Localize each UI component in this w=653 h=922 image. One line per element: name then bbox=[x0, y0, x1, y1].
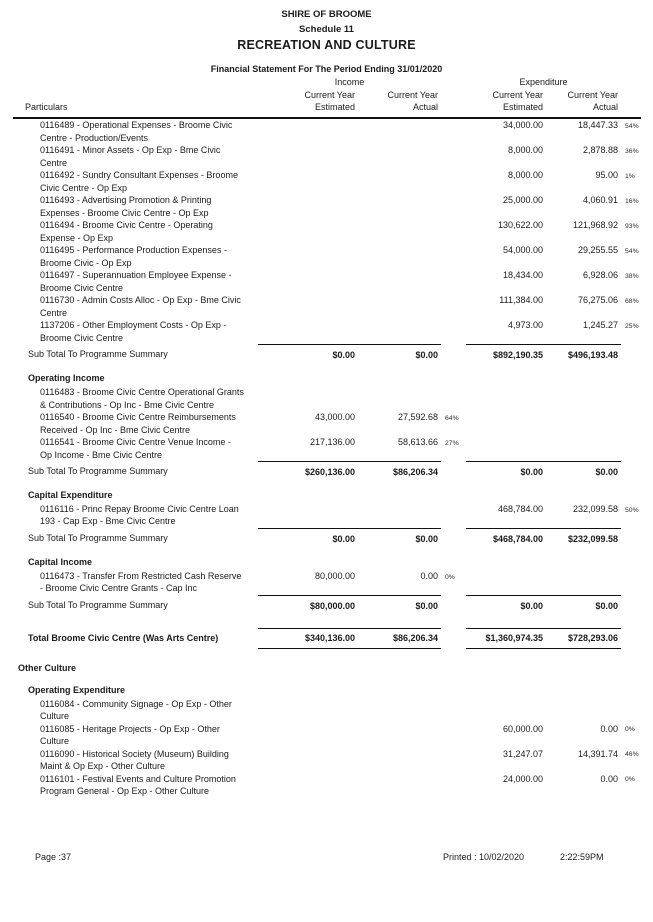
expenditure-estimated-value: 468,784.00 bbox=[497, 504, 544, 515]
expenditure-actual-value: 0.00 bbox=[600, 773, 619, 784]
income-estimated-value bbox=[258, 386, 358, 411]
income-percent-value bbox=[441, 595, 466, 614]
table-row-item bbox=[13, 144, 641, 169]
income-actual-value bbox=[358, 698, 441, 723]
income-estimated-value bbox=[258, 219, 358, 244]
account-label bbox=[13, 294, 258, 319]
column-header-row bbox=[13, 89, 641, 118]
table-row-item bbox=[13, 570, 641, 595]
expenditure-actual-value: 2,878.88 bbox=[582, 145, 619, 156]
expenditure-percent-value: 46% bbox=[625, 751, 639, 759]
table-row-item bbox=[13, 244, 641, 269]
income-percent-value bbox=[441, 723, 466, 748]
expenditure-estimated-value bbox=[466, 411, 546, 436]
income-actual-value bbox=[358, 219, 441, 244]
income-percent-value bbox=[441, 294, 466, 319]
printed-time: 2:22:59PM bbox=[560, 852, 604, 862]
expenditure-percent-value bbox=[621, 411, 641, 436]
expenditure-percent-value: 38% bbox=[625, 272, 639, 280]
account-label-text: 0116084 - Community Signage - Op Exp - Other Culture bbox=[40, 698, 232, 722]
table-row-spacer bbox=[13, 614, 641, 629]
table-row-item bbox=[13, 411, 641, 436]
income-percent-value bbox=[441, 773, 466, 798]
expenditure-actual-value bbox=[546, 411, 621, 436]
expenditure-actual-value: 6,928.06 bbox=[582, 270, 619, 281]
income-estimated-value bbox=[258, 698, 358, 723]
income-estimated-value bbox=[258, 319, 358, 344]
row-label: Total Broome Civic Centre (Was Arts Centre) bbox=[28, 632, 219, 643]
account-label bbox=[13, 118, 258, 144]
section-header-label: Operating Expenditure bbox=[28, 684, 126, 695]
table-row-item bbox=[13, 748, 641, 773]
section-header-label: Capital Income bbox=[28, 556, 93, 567]
income-estimated-header: Current Year Estimated bbox=[258, 89, 358, 118]
income-actual-value bbox=[358, 244, 441, 269]
income-actual-value bbox=[358, 269, 441, 294]
expenditure-estimated-value: 18,434.00 bbox=[502, 270, 544, 281]
income-estimated-value bbox=[258, 723, 358, 748]
account-label-text: 0116497 - Superannuation Employee Expense - Broome Civic Centre bbox=[40, 270, 232, 293]
expenditure-percent-value: 1% bbox=[625, 172, 635, 180]
income-estimated-value bbox=[258, 773, 358, 798]
income-estimated-value: 43,000.00 bbox=[314, 412, 355, 423]
expenditure-percent-value: 68% bbox=[625, 297, 639, 305]
expenditure-estimated-value: 24,000.00 bbox=[502, 773, 544, 784]
table-row-item bbox=[13, 319, 641, 344]
account-label-text: 0116492 - Sundry Consultant Expenses - Broome Civic Centre - Op Exp bbox=[40, 170, 238, 193]
account-label-text: 0116473 - Transfer From Restricted Cash Reserve - Broome Civic Centre Grants - Cap Inc bbox=[40, 571, 242, 594]
account-label bbox=[13, 698, 258, 723]
account-label bbox=[13, 436, 258, 461]
expenditure-estimated-value bbox=[466, 698, 546, 723]
income-actual-value: 27,592.68 bbox=[397, 412, 439, 423]
expenditure-actual-value: 29,255.55 bbox=[577, 245, 619, 256]
expenditure-percent-value bbox=[621, 698, 641, 723]
income-actual-value: $0.00 bbox=[358, 344, 441, 363]
report-title: RECREATION AND CULTURE bbox=[237, 38, 416, 53]
account-label-text: 0116494 - Broome Civic Centre - Operating Expense - Op Exp bbox=[40, 220, 213, 243]
income-estimated-value bbox=[258, 269, 358, 294]
expenditure-estimated-value bbox=[466, 436, 546, 461]
account-label-text: 0116483 - Broome Civic Centre Operational Grants & Contributions - Op Inc - Bme Civic Centre bbox=[40, 387, 244, 410]
financial-table bbox=[13, 76, 641, 798]
table-header bbox=[13, 76, 641, 119]
expenditure-percent-value bbox=[621, 629, 641, 648]
expenditure-estimated-value bbox=[466, 386, 546, 411]
table-row-item bbox=[13, 219, 641, 244]
section-header-label: Capital Expenditure bbox=[28, 490, 113, 501]
account-label-text: 0116730 - Admin Costs Alloc - Op Exp - Bme Civic Centre bbox=[40, 295, 241, 318]
expenditure-actual-value: 18,447.33 bbox=[577, 120, 619, 131]
group-header-row bbox=[13, 76, 641, 89]
income-actual-value: 58,613.66 bbox=[397, 437, 439, 448]
expenditure-actual-value: 4,060.91 bbox=[582, 195, 619, 206]
expenditure-estimated-value: 54,000.00 bbox=[502, 245, 544, 256]
income-estimated-value bbox=[258, 503, 358, 528]
account-label bbox=[13, 169, 258, 194]
expenditure-percent-value: 54% bbox=[625, 122, 639, 130]
income-percent-value bbox=[441, 344, 466, 363]
table-row-item bbox=[13, 436, 641, 461]
income-percent-value bbox=[441, 503, 466, 528]
income-actual-value bbox=[358, 386, 441, 411]
expenditure-estimated-value: 34,000.00 bbox=[502, 120, 544, 131]
expenditure-percent-value: 54% bbox=[625, 247, 639, 255]
expenditure-actual-value: $0.00 bbox=[546, 461, 621, 480]
spacer-cell bbox=[13, 614, 641, 629]
account-label-text: 0116541 - Broome Civic Centre Venue Income - Op Income - Bme Civic Centre bbox=[40, 437, 231, 460]
account-label-text: 0116085 - Heritage Projects - Op Exp - Other Culture bbox=[40, 723, 220, 747]
income-estimated-value bbox=[258, 169, 358, 194]
table-row-item bbox=[13, 698, 641, 723]
account-label-text: 0116493 - Advertising Promotion & Printing Expenses - Broome Civic Centre - Op Exp bbox=[40, 195, 212, 218]
expenditure-group-header: Expenditure bbox=[519, 76, 568, 87]
income-percent-value bbox=[441, 629, 466, 648]
expenditure-percent-value: 0% bbox=[625, 726, 635, 734]
income-group-header: Income bbox=[334, 76, 365, 87]
expenditure-actual-value: $728,293.06 bbox=[546, 629, 621, 648]
income-actual-value bbox=[358, 294, 441, 319]
expenditure-percent-value bbox=[621, 570, 641, 595]
income-actual-value bbox=[358, 118, 441, 144]
income-actual-value: 0.00 bbox=[420, 571, 439, 582]
income-actual-value: $0.00 bbox=[358, 528, 441, 547]
table-row-subtotal bbox=[13, 344, 641, 363]
program-header-label: Other Culture bbox=[18, 662, 77, 673]
expenditure-estimated-value: $0.00 bbox=[466, 595, 546, 614]
expenditure-actual-value: 232,099.58 bbox=[572, 504, 619, 515]
expenditure-actual-value bbox=[546, 386, 621, 411]
account-label bbox=[13, 503, 258, 528]
expenditure-percent-value bbox=[621, 386, 641, 411]
income-actual-value bbox=[358, 144, 441, 169]
table-row-section bbox=[13, 363, 641, 386]
account-label bbox=[13, 219, 258, 244]
income-actual-value bbox=[358, 503, 441, 528]
printed-date: Printed : 10/02/2020 bbox=[443, 852, 525, 862]
expenditure-estimated-header: Current Year Estimated bbox=[466, 89, 546, 118]
account-label-text: 0116116 - Princ Repay Broome Civic Centre Loan 193 - Cap Exp - Bme Civic Centre bbox=[40, 504, 239, 527]
income-actual-value: $86,206.34 bbox=[358, 629, 441, 648]
account-label bbox=[13, 319, 258, 344]
income-actual-value bbox=[358, 773, 441, 798]
expenditure-percent-value bbox=[621, 528, 641, 547]
income-actual-value bbox=[358, 723, 441, 748]
income-estimated-value: 217,136.00 bbox=[309, 437, 355, 448]
income-actual-value: $86,206.34 bbox=[358, 461, 441, 480]
expenditure-percent-value: 25% bbox=[625, 322, 639, 330]
account-label bbox=[13, 748, 258, 773]
row-label: Sub Total To Programme Summary bbox=[28, 533, 168, 544]
account-label-text: 0116495 - Performance Production Expenses - Broome Civic - Op Exp bbox=[40, 245, 227, 268]
income-estimated-value bbox=[258, 194, 358, 219]
expenditure-estimated-value: $468,784.00 bbox=[466, 528, 546, 547]
expenditure-actual-value: 76,275.06 bbox=[577, 295, 619, 306]
table-row-section bbox=[13, 547, 641, 570]
income-estimated-value bbox=[258, 118, 358, 144]
account-label-text: 0116090 - Historical Society (Museum) Building Maint & Op Exp - Other Culture bbox=[40, 748, 229, 772]
row-label: Sub Total To Programme Summary bbox=[28, 600, 168, 611]
account-label-text: 0116491 - Minor Assets - Op Exp - Bme Civic Centre bbox=[40, 145, 221, 168]
expenditure-actual-value bbox=[546, 436, 621, 461]
income-estimated-value: $260,136.00 bbox=[258, 461, 358, 480]
income-actual-value bbox=[358, 194, 441, 219]
account-label bbox=[13, 244, 258, 269]
section-header-label: Operating Income bbox=[28, 373, 105, 384]
income-percent-value bbox=[441, 386, 466, 411]
expenditure-estimated-value: 25,000.00 bbox=[502, 195, 544, 206]
table-row-section bbox=[13, 675, 641, 698]
table-body bbox=[13, 118, 641, 798]
income-percent-value bbox=[441, 194, 466, 219]
income-estimated-value: $0.00 bbox=[258, 344, 358, 363]
table-row-item bbox=[13, 773, 641, 798]
expenditure-estimated-value bbox=[466, 570, 546, 595]
schedule-label: Schedule 11 bbox=[299, 24, 354, 36]
expenditure-actual-value: $496,193.48 bbox=[546, 344, 621, 363]
table-row-subtotal bbox=[13, 595, 641, 614]
income-percent-value bbox=[441, 169, 466, 194]
expenditure-percent-value: 0% bbox=[625, 776, 635, 784]
account-label-text: 0116101 - Festival Events and Culture Promotion Program General - Op Exp - Other Culture bbox=[40, 773, 236, 797]
income-estimated-value: 80,000.00 bbox=[314, 571, 355, 582]
income-estimated-value bbox=[258, 748, 358, 773]
account-label bbox=[13, 386, 258, 411]
income-actual-value bbox=[358, 169, 441, 194]
expenditure-estimated-value: 111,384.00 bbox=[499, 295, 544, 306]
income-estimated-value: $340,136.00 bbox=[258, 629, 358, 648]
expenditure-estimated-value: $0.00 bbox=[466, 461, 546, 480]
expenditure-actual-value bbox=[546, 698, 621, 723]
expenditure-estimated-value: 60,000.00 bbox=[502, 723, 544, 734]
expenditure-estimated-value: 31,247.07 bbox=[502, 748, 544, 759]
account-label bbox=[13, 723, 258, 748]
expenditure-actual-value: $232,099.58 bbox=[546, 528, 621, 547]
income-estimated-value: $80,000.00 bbox=[258, 595, 358, 614]
account-label bbox=[13, 144, 258, 169]
income-percent-value bbox=[441, 748, 466, 773]
expenditure-percent-value bbox=[621, 595, 641, 614]
account-label bbox=[13, 194, 258, 219]
income-actual-value bbox=[358, 748, 441, 773]
account-label bbox=[13, 269, 258, 294]
table-row-item bbox=[13, 386, 641, 411]
report-subtitle: Financial Statement For The Period Ending 31/01/2020 bbox=[210, 63, 443, 74]
expenditure-percent-value: 16% bbox=[625, 197, 639, 205]
income-percent-value bbox=[441, 528, 466, 547]
income-percent-value bbox=[441, 269, 466, 294]
table-row-subtotal bbox=[13, 528, 641, 547]
account-label-text: 1137206 - Other Employment Costs - Op Exp - Broome Civic Centre bbox=[40, 320, 227, 343]
expenditure-actual-value: 0.00 bbox=[600, 723, 619, 734]
income-percent-value bbox=[441, 118, 466, 144]
income-percent-value: 27% bbox=[445, 439, 459, 447]
expenditure-percent-value bbox=[621, 344, 641, 363]
table-row-item bbox=[13, 194, 641, 219]
account-label-text: 0116540 - Broome Civic Centre Reimbursements Received - Op Inc - Bme Civic Centre bbox=[40, 412, 236, 435]
expenditure-estimated-value: $1,360,974.35 bbox=[466, 629, 546, 648]
expenditure-estimated-value: 130,622.00 bbox=[497, 220, 544, 231]
income-actual-header: Current Year Actual bbox=[358, 89, 441, 118]
expenditure-percent-value bbox=[621, 436, 641, 461]
expenditure-estimated-value: 8,000.00 bbox=[507, 145, 544, 156]
table-row-item bbox=[13, 503, 641, 528]
account-label bbox=[13, 411, 258, 436]
table-row-item bbox=[13, 269, 641, 294]
expenditure-percent-value bbox=[621, 461, 641, 480]
income-estimated-value bbox=[258, 244, 358, 269]
income-percent-value: 64% bbox=[445, 414, 459, 422]
account-label bbox=[13, 570, 258, 595]
expenditure-actual-value: 121,968.92 bbox=[572, 220, 619, 231]
income-percent-value bbox=[441, 244, 466, 269]
account-label-text: 0116489 - Operational Expenses - Broome Civic Centre - Production/Events bbox=[40, 120, 233, 143]
income-estimated-value: $0.00 bbox=[258, 528, 358, 547]
table-row-program bbox=[13, 648, 641, 675]
income-percent-value bbox=[441, 219, 466, 244]
expenditure-estimated-value: $892,190.35 bbox=[466, 344, 546, 363]
expenditure-estimated-value: 4,973.00 bbox=[507, 320, 544, 331]
row-label: Sub Total To Programme Summary bbox=[28, 349, 168, 360]
title-block bbox=[0, 0, 653, 75]
income-percent-value bbox=[441, 319, 466, 344]
income-percent-value: 0% bbox=[445, 573, 455, 581]
page-footer bbox=[0, 851, 653, 865]
income-percent-value bbox=[441, 461, 466, 480]
table-row-subtotal bbox=[13, 461, 641, 480]
row-label: Sub Total To Programme Summary bbox=[28, 466, 168, 477]
table-row-section bbox=[13, 480, 641, 503]
income-actual-value bbox=[358, 319, 441, 344]
income-estimated-value bbox=[258, 144, 358, 169]
table-row-item bbox=[13, 723, 641, 748]
expenditure-actual-value: 14,391.74 bbox=[577, 748, 619, 759]
expenditure-actual-value bbox=[546, 570, 621, 595]
income-estimated-value bbox=[258, 294, 358, 319]
expenditure-percent-value: 93% bbox=[625, 222, 639, 230]
table-row-total bbox=[13, 629, 641, 648]
expenditure-actual-value: $0.00 bbox=[546, 595, 621, 614]
table-row-item bbox=[13, 118, 641, 144]
expenditure-percent-value: 50% bbox=[625, 506, 639, 514]
expenditure-actual-value: 1,245.27 bbox=[582, 320, 619, 331]
account-label bbox=[13, 773, 258, 798]
expenditure-estimated-value: 8,000.00 bbox=[507, 170, 544, 181]
income-percent-value bbox=[441, 144, 466, 169]
expenditure-actual-header: Current Year Actual bbox=[546, 89, 621, 118]
table-row-item bbox=[13, 169, 641, 194]
income-actual-value: $0.00 bbox=[358, 595, 441, 614]
table-row-item bbox=[13, 294, 641, 319]
particulars-header: Particulars bbox=[13, 89, 258, 118]
expenditure-percent-value: 36% bbox=[625, 147, 639, 155]
organisation-name: SHIRE OF BROOME bbox=[281, 9, 372, 20]
expenditure-actual-value: 95.00 bbox=[595, 170, 619, 181]
income-percent-value bbox=[441, 698, 466, 723]
page-number: Page :37 bbox=[35, 852, 72, 862]
